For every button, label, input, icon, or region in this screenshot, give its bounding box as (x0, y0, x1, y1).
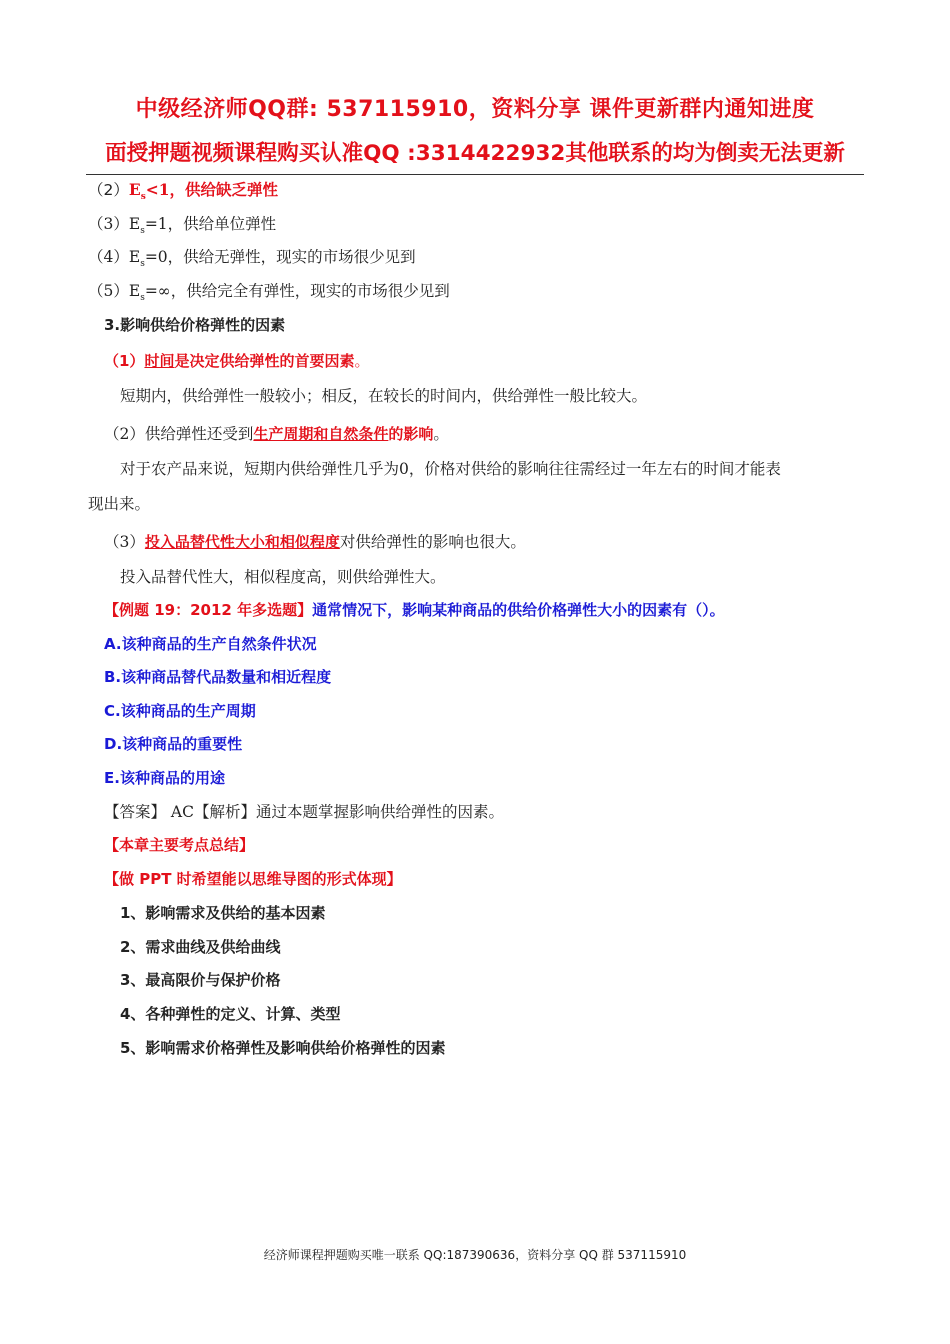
ppt-note: 【做 PPT 时希望能以思维导图的形式体现】 (104, 870, 402, 888)
factor-1-description: 短期内，供给弹性一般较小；相反，在较长的时间内，供给弹性一般比较大。 (120, 387, 648, 405)
example-question: 【例题 19：2012 年多选题】通常情况下，影响某种商品的供给价格弹性大小的因素有（）。 (104, 601, 725, 619)
header-line-2: 面授押题视频课程购买认准QQ :3314422932其他联系的均为倒卖无法更新 (105, 141, 845, 166)
section-3-heading: 3.影响供给价格弹性的因素 (104, 316, 286, 334)
summary-item-5: 5、影响需求价格弹性及影响供给价格弹性的因素 (120, 1039, 446, 1057)
elasticity-type-2: $(2)E_s<1$，供给缺乏弹性 (88, 180, 279, 203)
page-footer: 经济师课程押题购买唯一联系 QQ:187390636，资料分享 QQ 群 537115910 (263, 1248, 687, 1262)
summary-item-4: 4、各种弹性的定义、计算、类型 (120, 1005, 341, 1023)
option-d: D.该种商品的重要性 (104, 735, 243, 753)
factor-3: （3）投入品替代性大小和相似程度对供给弹性的影响也很大。 (104, 533, 526, 551)
summary-item-3: 3、最高限价与保护价格 (120, 971, 281, 989)
elasticity-type-3: $(3)E_s=1$，供给单位弹性 (88, 215, 277, 237)
option-c: C.该种商品的生产周期 (104, 702, 256, 720)
elasticity-type-4: $(4)E_s=0$，供给无弹性，现实的市场很少见到 (88, 248, 416, 270)
factor-2-description-line-2: 现出来。 (88, 495, 151, 513)
factor-2: （2）供给弹性还受到生产周期和自然条件的影响。 (104, 425, 449, 443)
summary-item-1: 1、影响需求及供给的基本因素 (120, 904, 326, 922)
summary-item-2: 2、需求曲线及供给曲线 (120, 938, 281, 956)
option-a: A.该种商品的生产自然条件状况 (104, 635, 317, 653)
header-divider (86, 174, 864, 175)
factor-3-description: 投入品替代性大，相似程度高，则供给弹性大。 (120, 568, 446, 586)
option-b: B.该种商品替代品数量和相近程度 (104, 668, 332, 686)
factor-1: （1）时间是决定供给弹性的首要因素。 (104, 352, 370, 370)
summary-title: 【本章主要考点总结】 (104, 836, 255, 854)
elasticity-type-5: $(5)E_s=\infty$，供给完全有弹性，现实的市场很少见到 (88, 282, 450, 304)
answer-line: 【答案】 AC【解析】通过本题掌握影响供给弹性的因素。 (104, 803, 504, 821)
option-e: E.该种商品的用途 (104, 769, 225, 787)
factor-2-description-line-1: 对于农产品来说，短期内供给弹性几乎为0，价格对供给的影响往往需经过一年左右的时间才能表 (120, 460, 781, 478)
header-line-1: 中级经济师QQ群: 537115910，资料分享 课件更新群内通知进度 (135, 97, 815, 122)
